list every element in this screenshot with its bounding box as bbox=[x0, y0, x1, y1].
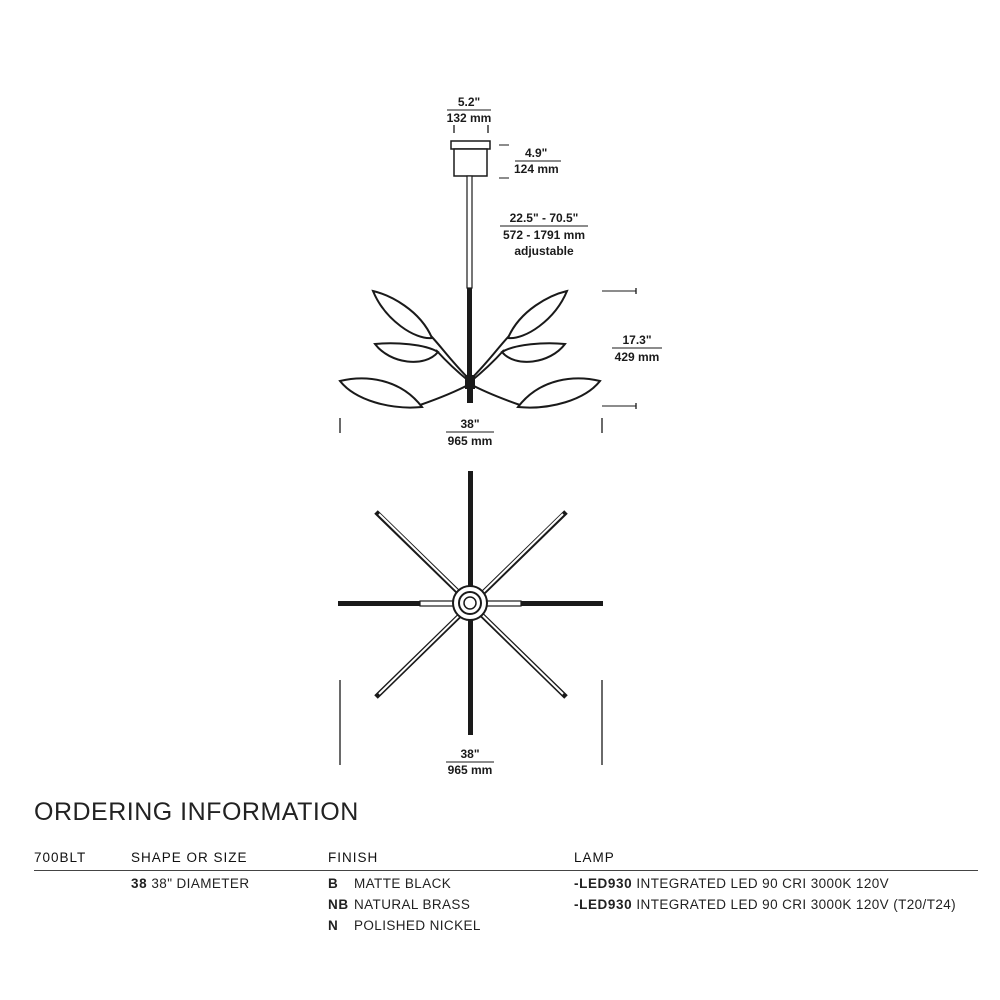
stem-adjustable-note: adjustable bbox=[514, 244, 574, 258]
finish-label: MATTE BLACK bbox=[354, 876, 452, 891]
elevation-diameter-dimension bbox=[340, 417, 602, 448]
header-divider bbox=[34, 870, 978, 871]
body-height-mm: 429 mm bbox=[614, 350, 660, 364]
canopy-height-in: 4.9" bbox=[525, 146, 548, 160]
finish-option-nb bbox=[328, 897, 470, 912]
elevation-diameter-mm: 965 mm bbox=[447, 434, 493, 448]
lamp-code: -LED930 bbox=[574, 897, 633, 912]
plan-diameter-in: 38" bbox=[460, 747, 480, 761]
stem-dimension bbox=[500, 211, 588, 258]
shape-header: SHAPE OR SIZE bbox=[131, 850, 248, 865]
canopy-height-dimension bbox=[514, 146, 561, 176]
lamp-option-2 bbox=[574, 897, 956, 912]
lamp-label: INTEGRATED LED 90 CRI 3000K 120V bbox=[636, 876, 890, 891]
shape-option bbox=[131, 876, 250, 891]
stem-length-in: 22.5" - 70.5" bbox=[509, 211, 579, 225]
canopy-width-mm: 132 mm bbox=[446, 111, 492, 125]
finish-option-n bbox=[328, 918, 481, 933]
model-header: 700BLT bbox=[34, 850, 87, 865]
body-height-in: 17.3" bbox=[622, 333, 652, 347]
lamp-label: INTEGRATED LED 90 CRI 3000K 120V (T20/T24) bbox=[636, 897, 957, 912]
lamp-option-1 bbox=[574, 876, 889, 891]
lamp-code: -LED930 bbox=[574, 876, 633, 891]
canopy-height-mm: 124 mm bbox=[514, 162, 559, 176]
canopy-width-in: 5.2" bbox=[457, 95, 481, 109]
lamp-header: LAMP bbox=[574, 850, 615, 865]
finish-label: NATURAL BRASS bbox=[354, 897, 471, 912]
stem-length-mm: 572 - 1791 mm bbox=[502, 228, 586, 242]
finish-code: B bbox=[328, 876, 339, 891]
shape-label: 38" DIAMETER bbox=[151, 876, 250, 891]
finish-code: NB bbox=[328, 897, 349, 912]
stem bbox=[467, 176, 472, 376]
plan-diameter-mm: 965 mm bbox=[447, 763, 493, 777]
canopy-width-dimension bbox=[447, 95, 492, 133]
finish-code: N bbox=[328, 918, 339, 933]
ordering-title: ORDERING INFORMATION bbox=[34, 798, 359, 826]
canopy bbox=[451, 141, 509, 178]
finish-label: POLISHED NICKEL bbox=[354, 918, 481, 933]
plan-view bbox=[338, 471, 603, 735]
finish-option-b bbox=[328, 876, 451, 891]
body-height-dimension bbox=[602, 288, 662, 409]
elevation-diameter-in: 38" bbox=[460, 417, 480, 431]
finish-header: FINISH bbox=[328, 850, 379, 865]
shape-code: 38 bbox=[131, 876, 148, 891]
